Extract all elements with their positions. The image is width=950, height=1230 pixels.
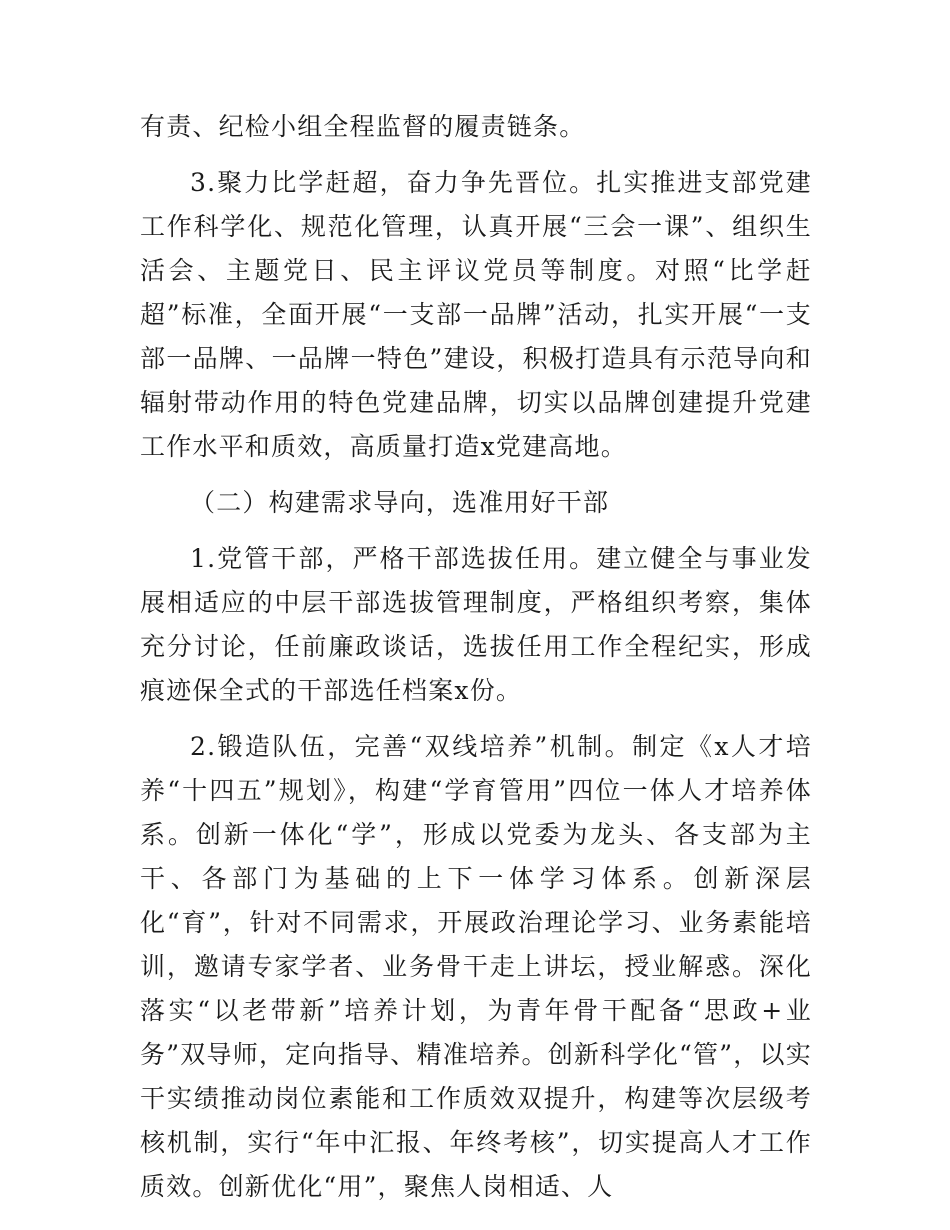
paragraph-continuation: 有责、纪检小组全程监督的履责链条。 bbox=[140, 112, 586, 141]
document-body bbox=[140, 105, 812, 1221]
paragraph-item-2: 2.锻造队伍，完善“双线培养”机制。制定《x人才培养“十四五”规划》，构建“学育管用”四位一体人才培养体系。创新一体化“学”，形成以党委为龙头、各支部为主干、各部门为基础的上下一体学习体系。创新深层化“育”，针对不同需求，开展政治理论学习、业务素能培训，邀请专家学者、业务骨干走上讲坛，授业解惑。深化落实“以老带新”培养计划，为青年骨干配备“思政+业务”双导师，定向指导、精准培养。创新科学化“管”，以实干实绩推动岗位素能和工作质效双提升，构建等次层级考核机制，实行“年中汇报、年终考核”，切实提高人才工作质效。创新优化“用”，聚焦人岗相适、人 bbox=[140, 732, 812, 1201]
section-heading-2: （二）构建需求导向，选准用好干部 bbox=[190, 488, 610, 517]
paragraph-item-3: 3.聚力比学赶超，奋力争先晋位。扎实推进支部党建工作科学化、规范化管理，认真开展“三会一课”、组织生活会、主题党日、民主评议党员等制度。对照“比学赶超”标准，全面开展“一支部一品牌”活动，扎实开展“一支部一品牌、一品牌一特色”建设，积极打造具有示范导向和辐射带动作用的特色党建品牌，切实以品牌创建提升党建工作水平和质效，高质量打造x党建高地。 bbox=[140, 168, 812, 461]
paragraph-item-1: 1.党管干部，严格干部选拔任用。建立健全与事业发展相适应的中层干部选拔管理制度，严格组织考察，集体充分讨论，任前廉政谈话，选拔任用工作全程纪实，形成痕迹保全式的干部选任档案x份。 bbox=[140, 544, 812, 705]
